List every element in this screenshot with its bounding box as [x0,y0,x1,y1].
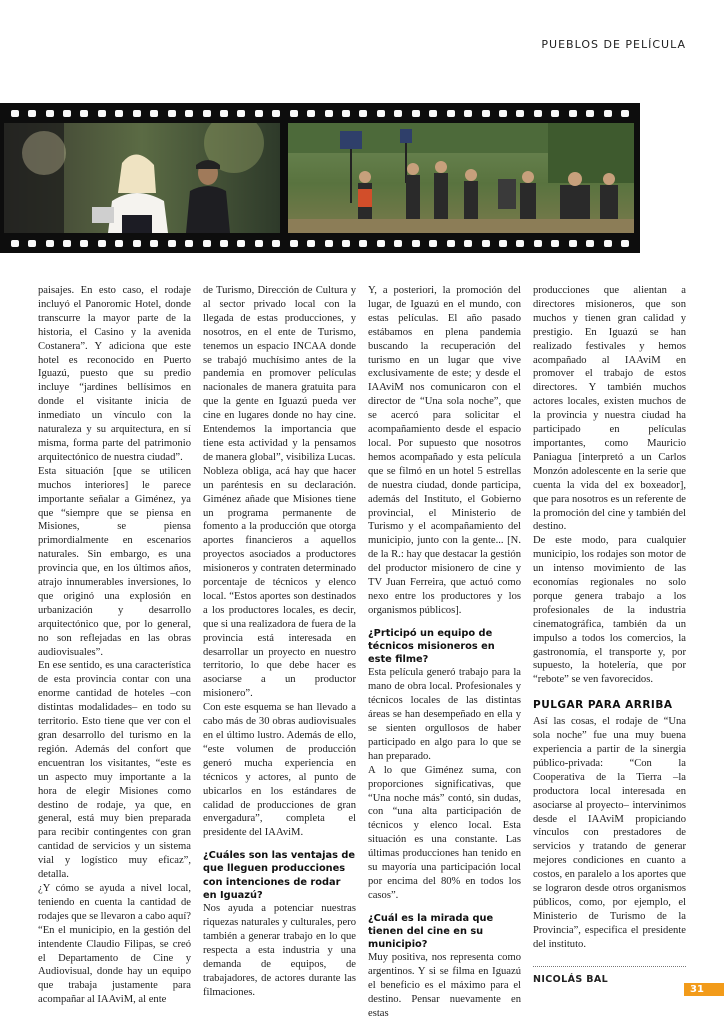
paragraph: ¿Y cómo se ayuda a nivel local, teniendo en cuenta la cantidad de rodajes que se llevaron a cabo aquí? “En el municipio, en la gestión del intendente Claudio Filipas, se creó el Departamento de Cine y Audiovisual, donde hay un equipo que trabaja justamente para acompañar al IAAviM, al ente [38,882,191,1006]
page-number: 31 [684,983,724,996]
paragraph: Nos ayuda a potenciar nuestras riquezas naturales y culturales, pero también a generar trabajo en lo que respecta a esta industria y una demanda de equipos, de trabajadores, de actores durante las filmaciones. [203,903,356,998]
interview-question: ¿Cuál es la mirada que tienen del cine en su municipio? [368,912,494,951]
paragraph: Con este esquema se han llevado a cabo más de 30 obras audiovisuales en el último lustro. Además de ello, “este volumen de producción generó mucha experiencia en técnicos y actores, al punto de ubicarlos en los estándares de calidad de producciones de gran envergadura”, completa el presidente del IAAviM. [203,702,356,839]
subheading: PULGAR PARA ARRIBA [533,699,673,712]
paragraph: Esta película generó trabajo para la mano de obra local. Profesionales y técnicos locales de las distintas áreas se han desempeñado en ella y se sienten orgullosos de haber participado en algo para lo que se han preparado. [368,667,521,762]
paragraph: Esta situación [que se utilicen muchos interiores] le parece importante señalar a Giménez, ya que “siempre que se piensa en Misiones, se piensa primordialmente en escenarios naturales. Sin embargo, es una provincia que, en los últimos años, atrajo innumerables inversiones, lo que originó una explosión en urbanización y desarrollo arquitectónico que, por lo general, no son reflejadas en las obras audiovisuales”. [38,465,191,658]
column-1 [38,284,191,1007]
interview-question: ¿Cuáles son las ventajas de que lleguen producciones con intenciones de rodar en Iguazú? [203,850,356,901]
film-perforations-top [0,107,640,119]
paragraph: Y, a posteriori, la promoción del lugar, de Iguazú en el mundo, con estas películas. El año pasado estábamos en plena pandemia buscando la recuperación del turismo en un lugar que vive exclusivamente de este; y desde el IAAviM nos comunicaron con el director de “Una sola noche”, que se acercó para solicitar el acompañamiento desde el espacio local. Por supuesto que nosotros hemos acompañado y esta película que se filmó en un hotel 5 estrellas de nuestra ciudad, donde participa, además del Instituto, el Gobierno provincial, el Ministerio de Turismo y el acompañamiento del municipio, junto con la gente... [N. de la R.: hay que destacar la gestión del productor misionero de cine y TV Juan Ferreira, que actuó como nexo entre los productores y los organismos públicos]. [368,285,521,616]
column-2 [203,284,356,999]
signature-divider [533,966,686,987]
paragraph: Nobleza obliga, acá hay que hacer un paréntesis en su declaración. Giménez añade que Misiones tiene un programa permanente de fomento a la producción que otorga aportes financieros a aquellos proyectos asociados a productores misioneros y contraten determinado porcentaje de técnicos y elenco local. “Estos aportes son destinados a los productores locales, es decir, que si una realizadora de fuera de la provincia está interesada en desarrollar un proyecto en nuestro territorio, lo que debe hacer es asociarse a un productor misionero”. [203,465,356,700]
column-4 [533,284,686,987]
paragraph: paisajes. En esto caso, el rodaje incluyó el Panoromic Hotel, donde transcurre la mayor parte de la historia, el Casino y la avenida Costanera”. Y adiciona que este hotel es reconocido en Puerto Iguazú, puesto que su predio incluye “jardines bellísimos en donde el visitante inicia de inmediato un vínculo con la naturaleza y su arquitectura, en sí misma, forma parte del patrimonio arquitectónico de nuestra ciudad”. [38,285,191,463]
paragraph: Muy positiva, nos representa como argentinos. Y si se filma en Iguazú el beneficio es el máximo para el destino. Pensar nuevamente en estas [368,952,521,1019]
paragraph: A lo que Giménez suma, con proporciones significativas, que “Una noche más” contó, sin dudas, con “una alta participación de técnicos y elenco local. Esta situación es una constante. Las últimas producciones han tenido en su mayoría una participación local por encima del 80% en todos los casos”. [368,764,521,901]
filmstrip-photo [0,103,640,253]
author-signature: NICOLÁS BAL [533,973,609,985]
paragraph: Así las cosas, el rodaje de “Una sola noche” fue una muy buena experiencia a partir de la sinergia público-privada: “Con la Cooperativa de la Tierra –la productora local interesada en asociarse al proyecto– intervinimos desde el IAAviM propiciando vínculos con prestadores de servicios y tratando de generar mejores condiciones en cuanto a costos, en paralelo a los aportes que se lograron desde otros organismos públicos, como, por ejemplo, el Ministerio de Turismo de la Provincia”, especifica el presidente del instituto. [533,716,686,950]
interview-question: ¿Prticipó un equipo de técnicos misioneros en este filme? [368,627,495,666]
section-header: PUEBLOS DE PELÍCULA [541,38,686,51]
article-body [38,284,686,1019]
photo-actress-scene [4,123,280,233]
paragraph: De este modo, para cualquier municipio, los rodajes son motor de un intenso movimiento de las economías regionales no solo porque genera trabajo a los profesionales de la industria cinematográfica, también da un impulso a todos los comercios, la gastronomía, el transporte y, por supuesto, la hotelería, que por “rebote” se ven favorecidos. [533,535,686,686]
paragraph: de Turismo, Dirección de Cultura y al sector privado local con la llegada de estas producciones, y nosotros, en el ente de Turismo, tenemos un espacio INCAA donde se trabajó muchísimo antes de la pandemia en promover películas nacionales de manera gratuita para que la gente en Iguazú pueda ver cine en lugares donde no hay cine. Entendemos la importancia que tiene esta actividad y la pensamos de manera global”, visibiliza Lucas. [203,285,356,463]
paragraph: En ese sentido, es una característica de esta provincia contar con una enorme cantidad de hoteles –con distintas modalidades– en todo su territorio. Esto tiene que ver con el gran desarrollo del turismo en la región. Además del confort que encuentran los visitantes, “este es un aspecto muy importante a la hora de elegir Misiones como destino de rodaje, ya que, en general, está muy bien preparada para recibir contingentes con gran cantidad de servicios y un sistema vial y logístico muy eficaz”, detalla. [38,660,191,881]
paragraph: producciones que alientan a directores misioneros, que son muchos y tienen gran calidad y prestigio. En Iguazú se han realizado festivales y hemos acompañado al IAAviM en promover el trabajo de estos directores. Y también muchos actores locales, existen muchos de la provincia y nuestra ciudad ha participado en películas importantes, como Mauricio Paniagua [interpretó a un Carlos Monzón adolescente en la serie que cuenta la vida del ex boxeador], que para nosotros es un referente de la promoción del cine y también del destino. [533,285,686,533]
film-perforations-bottom [0,237,640,249]
photo-film-crew-scene [288,123,634,233]
column-3 [368,284,521,1021]
